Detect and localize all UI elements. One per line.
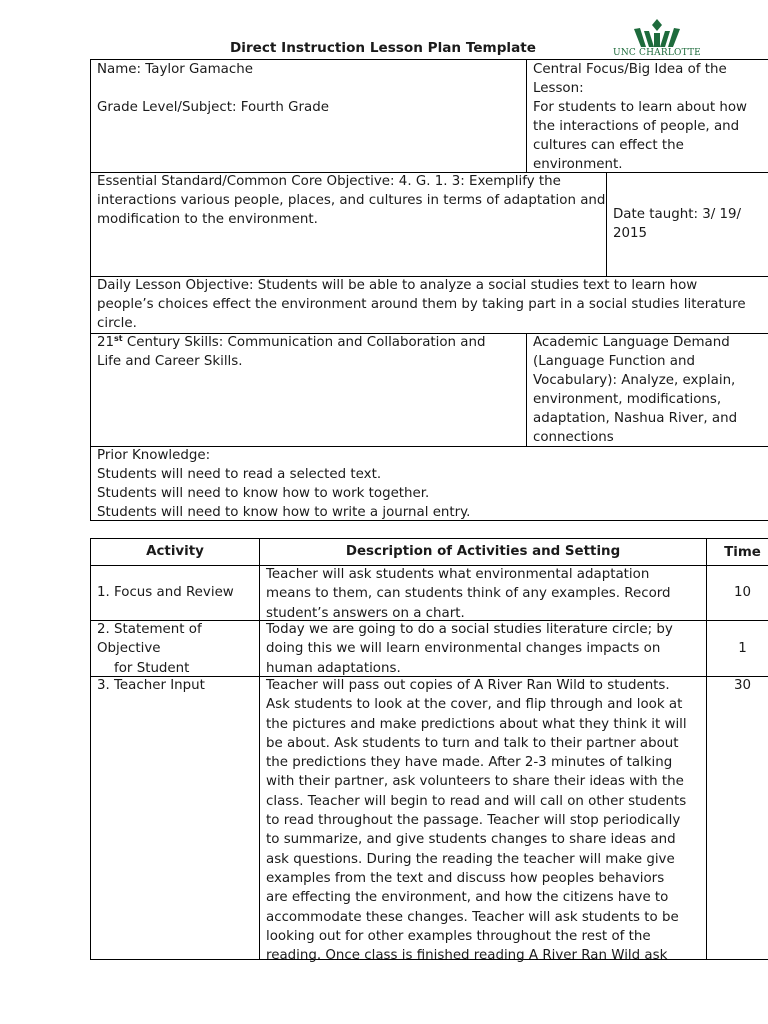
academic-line: (Language Function and bbox=[533, 354, 695, 369]
table-row-time: 30 bbox=[706, 676, 768, 960]
skills-superscript: st bbox=[114, 334, 123, 343]
description-line: be about. Ask students to turn and talk to their partner about bbox=[266, 735, 679, 751]
activity-label: Objective bbox=[97, 641, 161, 657]
table-row-activity bbox=[90, 676, 259, 960]
date-line: Date taught: 3/ 19/ bbox=[613, 207, 742, 222]
description-line: student’s answers on a chart. bbox=[266, 605, 465, 621]
focus-line: Lesson: bbox=[533, 81, 584, 96]
description-line: are effecting the environment, and how the citizens have to bbox=[266, 890, 669, 906]
focus-line: cultures can effect the bbox=[533, 138, 684, 153]
logo-wordmark: UNC CHARLOTTE bbox=[613, 48, 701, 58]
description-line: accommodate these changes. Teacher will ask students to be bbox=[266, 909, 679, 925]
skills-text: Century Skills: Communication and Collaboration and bbox=[122, 335, 486, 350]
table-row-activity bbox=[90, 565, 259, 621]
prior-knowledge-line: Prior Knowledge: bbox=[97, 448, 211, 463]
activity-label: 2. Statement of bbox=[97, 622, 202, 637]
activity-header: Activity bbox=[90, 538, 259, 566]
unc-charlotte-logo bbox=[604, 17, 710, 63]
description-line: class. Teacher will begin to read and will call on other students bbox=[266, 793, 687, 809]
teacher-name: Name: Taylor Gamache bbox=[97, 62, 253, 77]
description-line: the pictures and make predictions about what they think it will bbox=[266, 716, 687, 732]
crown-icon bbox=[604, 17, 710, 51]
academic-line: adaptation, Nashua River, and bbox=[533, 411, 738, 426]
essential-standard-cell bbox=[90, 172, 606, 277]
activity-label: 3. Teacher Input bbox=[97, 678, 205, 693]
activity-label: 1. Focus and Review bbox=[97, 585, 234, 600]
description-line: looking out for other examples throughout the rest of the bbox=[266, 928, 651, 944]
document-title: Direct Instruction Lesson Plan Template bbox=[230, 40, 536, 56]
description-line: Teacher will ask students what environmental adaptation bbox=[266, 567, 650, 582]
academic-line: Vocabulary): Analyze, explain, bbox=[533, 373, 736, 388]
description-line: reading. Once class is finished reading A River Ran Wild ask bbox=[266, 948, 668, 964]
prior-knowledge-cell bbox=[90, 446, 768, 521]
central-focus-cell bbox=[526, 59, 768, 173]
daily-objective-line: circle. bbox=[97, 316, 137, 331]
century-skills-cell bbox=[90, 333, 526, 447]
standard-line: interactions various people, places, and cultures in terms of adaptation and bbox=[97, 193, 606, 208]
daily-objective-line: Daily Lesson Objective: Students will be able to analyze a social studies text to learn how bbox=[97, 278, 698, 293]
focus-line: the interactions of people, and bbox=[533, 119, 740, 134]
description-line: to read throughout the passage. Teacher will stop periodically bbox=[266, 813, 681, 829]
prior-knowledge-line: Students will need to know how to work together. bbox=[97, 486, 430, 501]
activity-label: for Student bbox=[97, 660, 190, 676]
daily-objective-cell bbox=[90, 276, 768, 334]
description-line: means to them, can students think of any examples. Record bbox=[266, 586, 671, 602]
prior-knowledge-line: Students will need to know how to write a journal entry. bbox=[97, 505, 471, 520]
standard-line: Essential Standard/Common Core Objective: 4. G. 1. 3: Exemplify the bbox=[97, 174, 561, 189]
table-row-activity bbox=[90, 620, 259, 677]
date-taught-cell bbox=[606, 172, 768, 277]
time-header: Time bbox=[706, 538, 768, 566]
focus-line: environment. bbox=[533, 157, 623, 172]
daily-objective-line: people’s choices effect the environment around them by taking part in a social studies literature bbox=[97, 297, 746, 312]
skills-line: Life and Career Skills. bbox=[97, 354, 243, 369]
table-row-description bbox=[259, 620, 706, 677]
table-row-description bbox=[259, 676, 706, 964]
description-line: to summarize, and give students changes to share ideas and bbox=[266, 832, 676, 848]
description-line: with their partner, ask volunteers to share their ideas with the bbox=[266, 774, 684, 790]
table-row-time: 10 bbox=[706, 565, 768, 621]
description-line: doing this we will learn environmental changes impacts on bbox=[266, 641, 661, 657]
grade-level: Grade Level/Subject: Fourth Grade bbox=[97, 100, 329, 115]
prior-knowledge-line: Students will need to read a selected text. bbox=[97, 467, 382, 482]
academic-language-cell bbox=[526, 333, 768, 447]
description-line: examples from the text and discuss how peoples behaviors bbox=[266, 870, 665, 886]
academic-line: Academic Language Demand bbox=[533, 335, 730, 350]
table-row-description bbox=[259, 565, 706, 621]
description-header: Description of Activities and Setting bbox=[259, 538, 706, 566]
description-line: Teacher will pass out copies of A River Ran Wild to students. bbox=[266, 678, 670, 693]
table-row-time: 1 bbox=[706, 620, 768, 677]
description-line: the predictions they have made. After 2-3 minutes of talking bbox=[266, 755, 673, 771]
skills-line bbox=[97, 333, 520, 352]
academic-line: connections bbox=[533, 430, 614, 445]
description-line: human adaptations. bbox=[266, 660, 401, 676]
description-line: Ask students to look at the cover, and flip through and look at bbox=[266, 697, 683, 713]
skills-number: 21 bbox=[97, 335, 115, 350]
description-line: Today we are going to do a social studies literature circle; by bbox=[266, 622, 673, 637]
academic-line: environment, modifications, bbox=[533, 392, 722, 407]
focus-line: For students to learn about how bbox=[533, 100, 748, 115]
description-line: ask questions. During the reading the teacher will make give bbox=[266, 851, 675, 867]
name-grade-cell bbox=[90, 59, 526, 173]
date-line: 2015 bbox=[613, 226, 648, 241]
focus-line: Central Focus/Big Idea of the bbox=[533, 62, 727, 77]
standard-line: modification to the environment. bbox=[97, 212, 318, 227]
